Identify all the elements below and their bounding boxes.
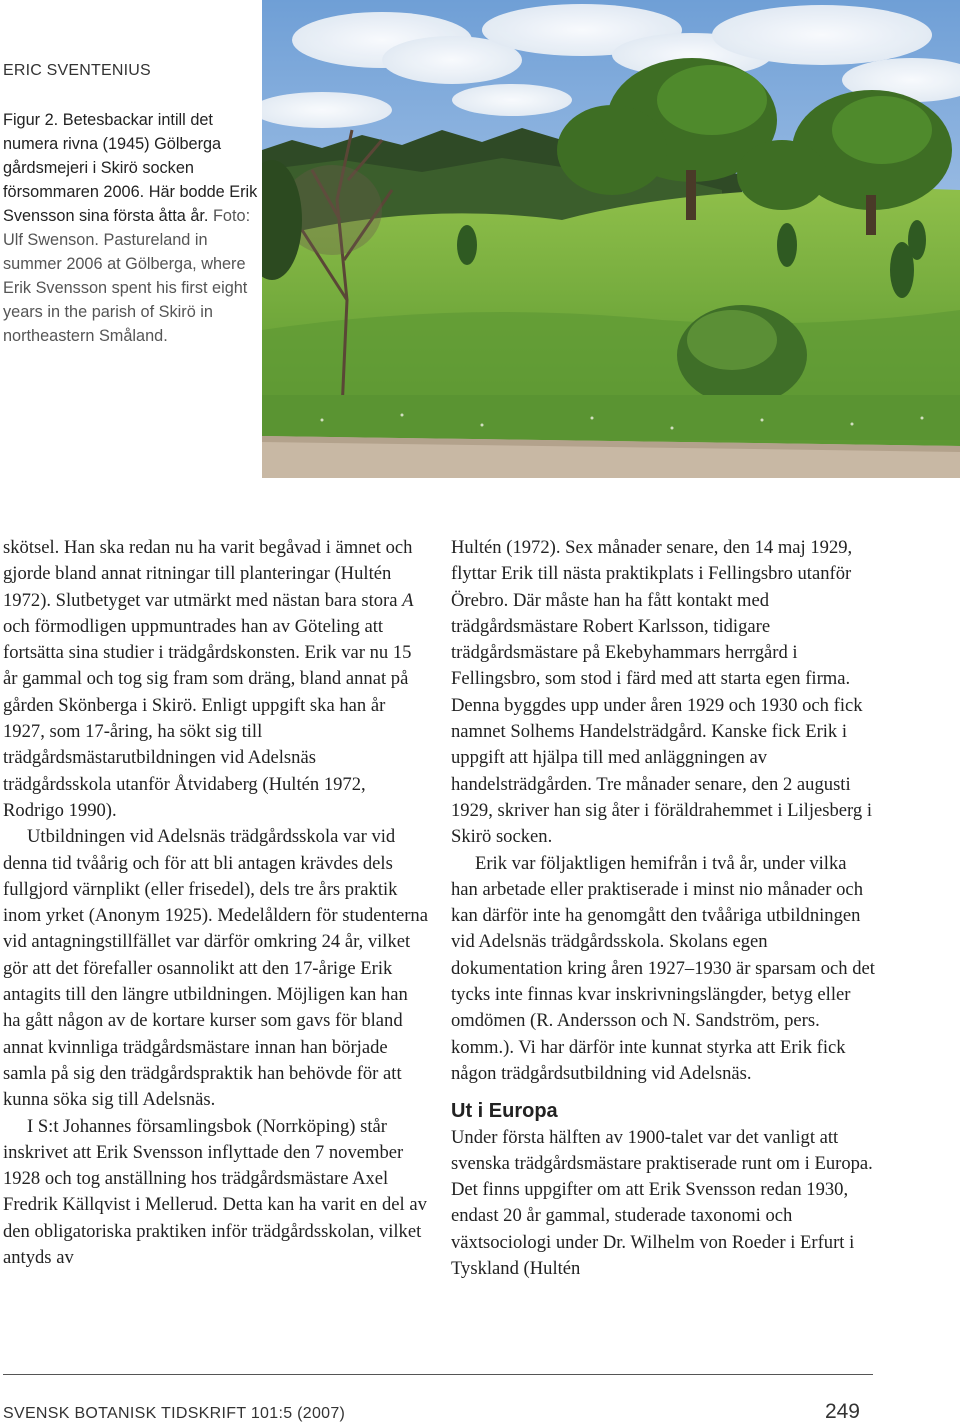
pasture-photo [262,0,960,478]
caption-english: Pastureland in summer 2006 at Gölberga, where Erik Svensson spent his first eight years in the parish of Skirö in northeastern Småland. [3,231,248,345]
footer-divider [3,1374,873,1375]
running-header-author: ERIC SVENTENIUS [3,62,151,79]
paragraph: Hultén (1972). Sex månader senare, den 14 maj 1929, flyttar Erik till nästa praktikplats i Fellingsbro utanför Örebro. Där måste han ha fått kontakt med trädgårdsmästare Robert Karlsson, tidigare trädgårdsmästare på Ekebyhammars herrgård i Fellingsbro, som stod i färd med att starta egen firma. Denna byggdes upp under åren 1929 och 1930 och fick namnet Solhems Handelsträdgård. Kanske fick Erik i uppgift att hjälpa till med anläggningen av handelsträdgården. Tre månader senare, den 2 augusti 1929, skriver han sig åter i föräldrahemmet i Liljesberg i Skirö socken. [451,537,872,848]
caption-photo-credit: Foto: Ulf Swenson. [3,207,251,249]
caption-swedish: Figur 2. Betesbackar intill det numera rivna (1945) Gölberga gårdsmejeri i Skirö socken försommaren 2006. Här bodde Erik Svensson sina första åtta år. [3,111,258,225]
paragraph: Utbildningen vid Adelsnäs trädgårdsskola var vid denna tid tvåårig och för att bli antagen krävdes dels fullgjord värnplikt (eller frisedel), dels tre års praktik inom yrket (Anonym 1925). Medelåldern för studenterna vid antagningstillfället var därför omkring 24 år, vilket gör att det förefaller osannolikt att den 17-årige Erik antagits till den längre utbildningen. Möjligen kan han ha gått någon av de kortare kurser som gavs för bland annat kvinnliga trädgårdsmästare innan han började samla på sig den trädgårdspraktik han behövde för att kunna söka sig till Adelsnäs. [3,826,428,1111]
paragraph: Under första hälften av 1900-talet var det vanligt att svenska trädgårdsmästare praktiserade runt om i Europa. Det finns uppgifter om att Erik Svensson redan 1930, endast 20 år gammal, studerade taxonomi och växtsociologi under Dr. Wilhelm von Roeder i Erfurt i Tyskland (Hultén [451,1126,873,1280]
section-heading: Ut i Europa [451,1100,558,1123]
text-column-left [3,535,428,1271]
text-column-right [451,535,876,1282]
page-number: 249 [824,1400,860,1423]
paragraph: Erik var följaktligen hemifrån i två år, under vilka han arbetade eller praktiserade i minst nio månader och kan därför inte ha genomgått den tvååriga utbildningen vid Adelsnäs trädgårdsskola. Skolans egen dokumentation kring åren 1927–1930 är sparsam och det tycks inte finnas kvar inskrivningslängder, betyg eller omdömen (R. Andersson och N. Sandström, pers. komm.). Vi har därför inte kunnat styrka att Erik fick någon trädgårdsutbildning vid Adelsnäs. [451,852,875,1084]
paragraph: skötsel. Han ska redan nu ha varit begåvad i ämnet och gjorde bland annat ritningar till planteringar (Hultén 1972). Slutbetyget var utmärkt med nästan bara stora A och förmodligen uppmuntrades han av Göteling att fortsätta sina studier i trädgårdskonsten. Erik var nu 15 år gammal och tog sig fram som dräng, bland annat på gården Skönberga i Skirö. Enligt uppgift ska han år 1927, som 17-åring, ha sökt sig till trädgårdsmästarutbildningen vid Adelsnäs trädgårdsskola utanför Åtvidaberg (Hultén 1972, Rodrigo 1990). [3,537,414,821]
paragraph: I S:t Johannes församlingsbok (Norrköping) står inskrivet att Erik Svensson inflyttade den 7 november 1928 och tog anställning hos trädgårdsmästare Axel Fredrik Källqvist i Mellerud. Detta kan ha varit en del av den obligatoriska praktiken inför trädgårdsskolan, vilket antyds av [3,1115,427,1269]
journal-reference: SVENSK BOTANISK TIDSKRIFT 101:5 (2007) [3,1405,346,1422]
figure-caption [3,108,258,348]
